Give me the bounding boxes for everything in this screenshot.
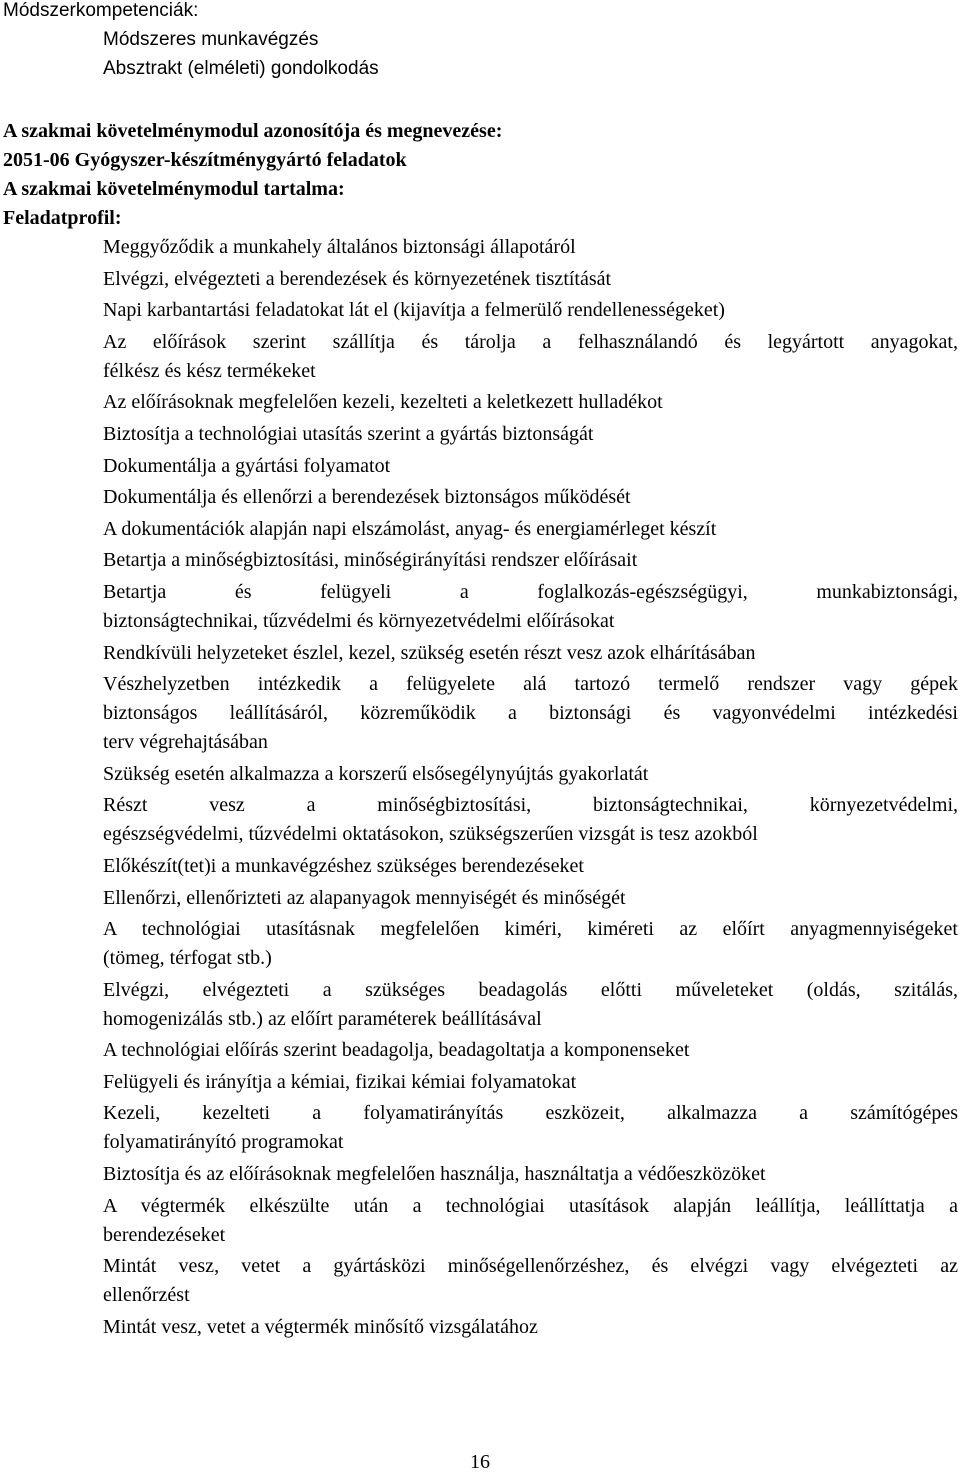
task-item: [0, 483, 958, 512]
task-line: Szükség esetén alkalmazza a korszerű elsősegélynyújtás gyakorlatát: [103, 762, 649, 785]
spacer: [0, 83, 960, 117]
task-line: ellenőrzést: [103, 1284, 190, 1307]
task-line: biztonságtechnikai, tűzvédelmi és környezetvédelmi előírásokat: [103, 609, 615, 632]
task-item: [0, 515, 958, 544]
method-competency-item: Módszeres munkavégzés: [103, 29, 319, 50]
task-line: Biztosítja a technológiai utasítás szerint a gyártás biztonságát: [103, 422, 594, 445]
task-item: [0, 639, 958, 668]
task-line: Napi karbantartási feladatokat lát el (kijavítja a felmerülő rendellenességeket): [103, 299, 725, 322]
task-item: [0, 265, 958, 294]
task-item: [0, 1313, 958, 1342]
task-item: [0, 388, 958, 417]
task-item: [0, 546, 958, 575]
task-item: [0, 760, 958, 789]
task-line: Betartja a minőségbiztosítási, minőségirányítási rendszer előírásait: [103, 549, 638, 572]
task-item: [0, 296, 958, 325]
task-item: [0, 1099, 958, 1157]
task-item: [0, 420, 958, 449]
task-line: Betartja és felügyeli a foglalkozás-egészségügyi, munkabiztonsági,: [103, 580, 958, 603]
task-line: A dokumentációk alapján napi elszámolást, anyag- és energiamérleget készít: [103, 517, 717, 540]
task-item: [0, 915, 958, 973]
task-line: Elvégzi, elvégezteti a berendezések és környezetének tisztítását: [103, 267, 612, 290]
task-line: egészségvédelmi, tűzvédelmi oktatásokon, szükségszerűen vizsgát is tesz azokból: [103, 823, 758, 846]
task-item: [0, 328, 958, 386]
task-item: [0, 1036, 958, 1065]
task-line: terv végrehajtásában: [103, 731, 268, 754]
module-id-value: 2051-06 Gyógyszer-készítménygyártó feladatok: [3, 149, 407, 171]
task-line: A végtermék elkészülte után a technológiai utasítások alapján leállítja, leállíttatja a: [103, 1194, 958, 1217]
task-line: Vészhelyzetben intézkedik a felügyelete alá tartozó termelő rendszer vagy gépek: [103, 673, 958, 696]
task-line: Dokumentálja a gyártási folyamatot: [103, 454, 391, 477]
task-line: Felügyeli és irányítja a kémiai, fizikai kémiai folyamatokat: [103, 1070, 577, 1093]
task-item: [0, 976, 958, 1034]
task-line: A technológiai előírás szerint beadagolja, beadagoltatja a komponenseket: [103, 1039, 690, 1062]
task-line: Rendkívüli helyzeteket észlel, kezel, szükség esetén részt vesz azok elhárításában: [103, 641, 756, 664]
task-item: [0, 578, 958, 636]
task-line: homogenizálás stb.) az előírt paraméterek beállításával: [103, 1007, 542, 1030]
module-content-heading: A szakmai követelménymodul tartalma:: [3, 178, 345, 200]
task-item: [0, 791, 958, 849]
task-item: [0, 852, 958, 881]
module-id-heading: A szakmai követelménymodul azonosítója és megnevezése:: [3, 120, 503, 142]
task-line: berendezéseket: [103, 1223, 226, 1246]
task-line: Meggyőződik a munkahely általános biztonsági állapotáról: [103, 236, 576, 258]
page-number: 16: [470, 1451, 490, 1473]
task-line: Előkészít(tet)i a munkavégzéshez szükséges berendezéseket: [103, 854, 584, 877]
task-line: Az előírásoknak megfelelően kezeli, kezelteti a keletkezett hulladékot: [103, 391, 663, 414]
task-profile-heading: Feladatprofil:: [3, 207, 122, 229]
task-line: félkész és kész termékeket: [103, 359, 316, 382]
task-line: Részt vesz a minőségbiztosítási, biztonságtechnikai, környezetvédelmi,: [103, 794, 958, 817]
task-list: [0, 233, 960, 1342]
task-item: [0, 452, 958, 481]
task-item: [0, 670, 958, 757]
task-line: biztonságos leállításáról, közreműködik a biztonsági és vagyonvédelmi intézkedési: [103, 702, 958, 725]
task-line: Mintát vesz, vetet a gyártásközi minőségellenőrzéshez, és elvégzi vagy elvégezteti az: [103, 1255, 958, 1278]
task-line: Kezeli, kezelteti a folyamatirányítás eszközeit, alkalmazza a számítógépes: [103, 1102, 958, 1125]
method-competency-item: Absztrakt (elméleti) gondolkodás: [103, 58, 379, 79]
task-item: [0, 884, 958, 913]
task-line: (tömeg, térfogat stb.): [103, 947, 272, 970]
task-item: [0, 1252, 958, 1310]
task-item: [0, 233, 958, 262]
task-line: Ellenőrzi, ellenőrizteti az alapanyagok mennyiségét és minőségét: [103, 886, 626, 909]
task-line: Mintát vesz, vetet a végtermék minősítő vizsgálatához: [103, 1315, 538, 1338]
task-item: [0, 1068, 958, 1097]
method-competencies-heading: Módszerkompetenciák:: [3, 0, 199, 21]
task-line: Az előírások szerint szállítja és tárolja a felhasználandó és legyártott anyagokat,: [103, 330, 958, 353]
task-item: [0, 1192, 958, 1250]
task-item: [0, 1160, 958, 1189]
task-line: Dokumentálja és ellenőrzi a berendezések biztonságos működését: [103, 486, 631, 509]
task-line: A technológiai utasításnak megfelelően kiméri, kiméreti az előírt anyagmennyiségeket: [103, 918, 958, 941]
task-line: Biztosítja és az előírásoknak megfelelően használja, használtatja a védőeszközöket: [103, 1163, 766, 1186]
task-line: folyamatirányító programokat: [103, 1131, 344, 1154]
task-line: Elvégzi, elvégezteti a szükséges beadagolás előtti műveleteket (oldás, szitálás,: [103, 978, 958, 1001]
